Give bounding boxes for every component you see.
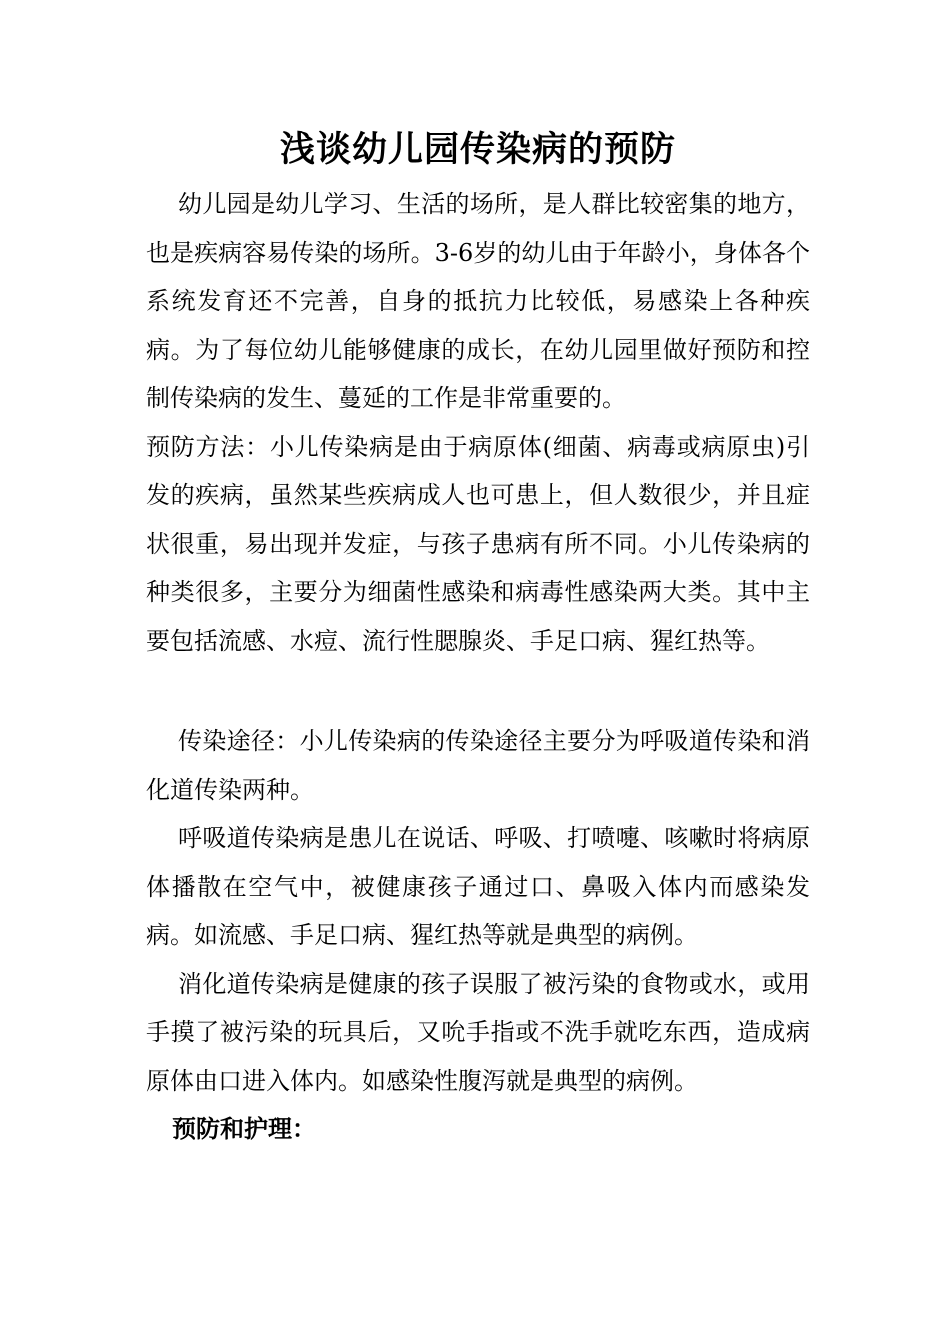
document-title: 浅谈幼儿园传染病的预防 — [279, 130, 676, 170]
blank-line — [146, 665, 810, 717]
document-body — [146, 120, 810, 1154]
digestive-transmission-paragraph: 消化道传染病是健康的孩子误服了被污染的食物或水，或用手摸了被污染的玩具后，又吮手指或不洗手就吃东西，造成病原体由口进入体内。如感染性腹泻就是典型的病例。 — [146, 969, 810, 1095]
transmission-routes-paragraph: 传染途径：小儿传染病的传染途径主要分为呼吸道传染和消化道传染两种。 — [146, 727, 810, 804]
prevention-care-heading: 预防和护理： — [172, 1114, 316, 1143]
prevention-methods-paragraph: 预防方法：小儿传染病是由于病原体(细菌、病毒或病原虫)引发的疾病，虽然某些疾病成人也可患上，但人数很少，并且症状很重，易出现并发症，与孩子患病有所不同。小儿传染病的种类很多，主要分为细菌性感染和病毒性感染两大类。其中主要包括流感、水痘、流行性腮腺炎、手足口病、猩红热等。 — [146, 432, 810, 655]
intro-paragraph: 幼儿园是幼儿学习、生活的场所，是人群比较密集的地方，也是疾病容易传染的场所。3-6岁的幼儿由于年龄小，身体各个系统发育还不完善，自身的抵抗力比较低，易感染上各种疾病。为了每位幼儿能够健康的成长，在幼儿园里做好预防和控制传染病的发生、蔓延的工作是非常重要的。 — [146, 190, 810, 412]
respiratory-transmission-paragraph: 呼吸道传染病是患儿在说话、呼吸、打喷嚏、咳嗽时将病原体播散在空气中，被健康孩子通过口、鼻吸入体内而感染发病。如流感、手足口病、猩红热等就是典型的病例。 — [146, 824, 810, 949]
